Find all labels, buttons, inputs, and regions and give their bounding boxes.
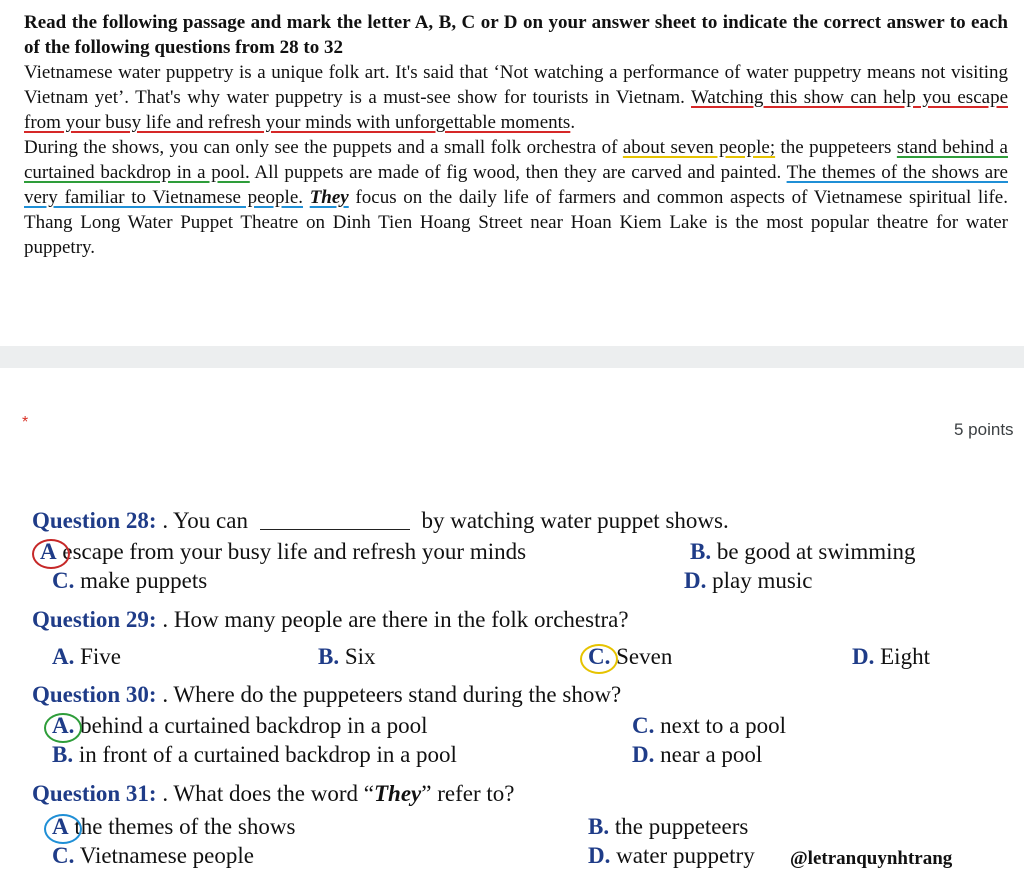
paragraph-2 (24, 135, 1008, 260)
section-divider (0, 346, 1024, 368)
option-row (32, 740, 1012, 769)
option-letter: A. (52, 644, 75, 669)
highlight-green-phrase: stand behind a curtained backdrop in a pool. (24, 137, 1008, 183)
question-28 (32, 504, 1012, 595)
option-row (32, 566, 1012, 595)
option-a[interactable] (52, 642, 121, 671)
option-b[interactable] (690, 537, 916, 566)
highlight-yellow-phrase: about seven people; (622, 137, 776, 158)
option-c[interactable] (52, 566, 207, 595)
points-label: 5 points (954, 420, 1014, 439)
option-c[interactable] (632, 711, 786, 740)
option-text: make puppets (80, 568, 208, 593)
question-stem (32, 678, 1012, 711)
question-label: Question 30: (32, 682, 157, 707)
option-letter: B. (690, 539, 712, 564)
option-c[interactable] (588, 642, 672, 671)
option-letter: D. (684, 568, 707, 593)
option-row (32, 812, 1012, 841)
option-letter: C. (588, 644, 611, 669)
word-they: They (309, 187, 349, 208)
option-d[interactable] (632, 740, 762, 769)
reading-passage (24, 10, 1008, 260)
option-a[interactable] (52, 711, 428, 740)
option-b[interactable] (52, 740, 457, 769)
highlight-red-sentence: Watching this show can help you escape from your busy life and refresh your minds with unforgettable moments (24, 87, 1008, 133)
option-letter: C. (52, 843, 75, 868)
paragraph-2-part-c: the puppeteers (775, 137, 897, 158)
option-letter: D. (632, 742, 655, 767)
author-watermark: @letranquynhtrang (790, 848, 953, 869)
option-letter: C. (632, 713, 655, 738)
option-text: escape from your busy life and refresh your minds (62, 539, 527, 564)
option-a[interactable] (52, 812, 295, 841)
option-letter: C. (52, 568, 75, 593)
option-text: Vietnamese people (79, 843, 254, 868)
option-text: water puppetry (616, 843, 755, 868)
stem-text: . What does the word “ (162, 781, 374, 806)
option-letter: D. (852, 644, 875, 669)
option-row (32, 642, 1012, 671)
stem-keyword: They (373, 781, 422, 806)
option-text: the themes of the shows (74, 814, 296, 839)
question-stem (32, 504, 1012, 537)
option-row (32, 711, 1012, 740)
option-text: be good at swimming (716, 539, 916, 564)
question-stem (32, 603, 1012, 636)
question-29 (32, 603, 1012, 671)
question-label: Question 31: (32, 781, 157, 806)
question-stem (32, 777, 1012, 810)
option-text: play music (712, 568, 813, 593)
stem-text: . You can (162, 508, 248, 533)
paragraph-1-intro: Vietnamese water puppetry is a unique folk art. It's said that ‘Not watching a performance of water puppetry means not visiting Vietnam yet’. That's why water puppetry is a must-see show for tourists in Vietnam. (24, 62, 1008, 108)
stem-text: ” refer to? (421, 781, 515, 806)
paragraph-2-part-e: All puppets are made of fig wood, then they are carved and painted. (249, 162, 787, 183)
option-c[interactable] (52, 841, 254, 870)
option-text: behind a curtained backdrop in a pool (80, 713, 428, 738)
highlight-blue-sentence: The themes of the shows are very familiar to Vietnamese people. (24, 162, 1008, 208)
stem-text: . Where do the puppeteers stand during the show? (162, 682, 622, 707)
option-letter: A (40, 539, 57, 564)
option-row (32, 537, 1012, 566)
option-a[interactable] (40, 537, 526, 566)
option-letter: B. (318, 644, 340, 669)
question-label: Question 28: (32, 508, 157, 533)
option-letter: B. (588, 814, 610, 839)
option-letter: B. (52, 742, 74, 767)
option-letter: D. (588, 843, 611, 868)
option-text: the puppeteers (614, 814, 749, 839)
paragraph-2-part-h: focus on the daily life of farmers and common aspects of Vietnamese spiritual life. Thang Long Water Puppet Theatre on Dinh Tien Hoang Street near Hoan Kiem Lake is the most popular theatre for water puppetry. (24, 187, 1008, 258)
paragraph-2-part-a: During the shows, you can only see the puppets and a small folk orchestra of (24, 137, 623, 158)
option-b[interactable] (318, 642, 376, 671)
option-d[interactable] (588, 841, 755, 870)
question-30 (32, 678, 1012, 769)
stem-text: . How many people are there in the folk orchestra? (162, 607, 629, 632)
paragraph-1-end: . (570, 112, 576, 133)
question-list (32, 504, 1012, 870)
question-label: Question 29: (32, 607, 157, 632)
option-text: Five (80, 644, 122, 669)
instruction-text: Read the following passage and mark the letter A, B, C or D on your answer sheet to indicate the correct answer to each of the following questions from 28 to 32 (24, 12, 1008, 58)
option-d[interactable] (684, 566, 812, 595)
option-text: near a pool (660, 742, 763, 767)
stem-text: by watching water puppet shows. (421, 508, 729, 533)
paragraph-2-part-g (303, 187, 310, 208)
option-letter: A. (52, 713, 75, 738)
paragraph-1 (24, 60, 1008, 135)
option-text: in front of a curtained backdrop in a pool (78, 742, 457, 767)
option-letter: A (52, 814, 69, 839)
required-mark: * (22, 414, 29, 431)
option-text: Six (344, 644, 376, 669)
answer-blank (260, 507, 410, 530)
option-text: next to a pool (660, 713, 786, 738)
option-b[interactable] (588, 812, 748, 841)
option-d[interactable] (852, 642, 930, 671)
option-text: Seven (616, 644, 673, 669)
option-text: Eight (880, 644, 930, 669)
